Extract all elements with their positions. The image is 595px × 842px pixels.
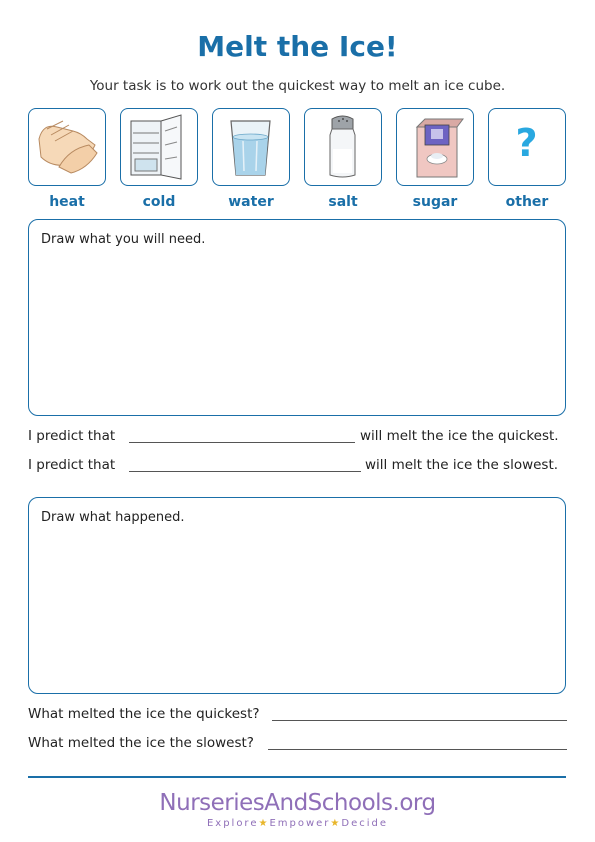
draw-needs-label: Draw what you will need. bbox=[41, 232, 206, 247]
salt-shaker-icon bbox=[305, 109, 380, 184]
sugar-label: sugar bbox=[412, 194, 458, 210]
question-quickest-blank[interactable] bbox=[272, 719, 567, 721]
tagline-empower: Empower bbox=[269, 818, 331, 829]
other-card bbox=[488, 108, 566, 186]
predict-slowest-suffix: will melt the ice the slowest. bbox=[365, 457, 559, 473]
brand-logo: NurseriesAndSchools.org bbox=[159, 790, 436, 816]
sugar-card bbox=[396, 108, 474, 186]
predict-quickest-blank[interactable] bbox=[129, 441, 355, 443]
water-card bbox=[212, 108, 290, 186]
predict-slowest-blank[interactable] bbox=[129, 470, 361, 472]
question-quickest-text: What melted the ice the quickest? bbox=[28, 706, 260, 722]
fridge-icon bbox=[121, 109, 196, 184]
tagline-decide: Decide bbox=[341, 818, 389, 829]
star-icon: ★ bbox=[258, 818, 270, 829]
cold-label: cold bbox=[142, 194, 176, 210]
draw-happened-label: Draw what happened. bbox=[41, 510, 185, 525]
star-icon: ★ bbox=[330, 818, 342, 829]
predict-slowest-prefix: I predict that bbox=[28, 457, 116, 473]
water-label: water bbox=[228, 194, 274, 210]
question-mark-icon: ? bbox=[515, 121, 538, 165]
glass-icon bbox=[213, 109, 288, 184]
predict-quickest-prefix: I predict that bbox=[28, 428, 116, 444]
question-slowest-text: What melted the ice the slowest? bbox=[28, 735, 254, 751]
brand-tagline bbox=[0, 818, 595, 829]
draw-happened-box[interactable] bbox=[28, 497, 566, 694]
salt-card bbox=[304, 108, 382, 186]
footer-divider bbox=[28, 776, 566, 778]
salt-label: salt bbox=[328, 194, 358, 210]
cold-card bbox=[120, 108, 198, 186]
task-instruction: Your task is to work out the quickest way to melt an ice cube. bbox=[89, 78, 506, 94]
predict-quickest-suffix: will melt the ice the quickest. bbox=[360, 428, 559, 444]
tagline-explore: Explore bbox=[206, 818, 259, 829]
sugar-box-icon bbox=[397, 109, 472, 184]
heat-card bbox=[28, 108, 106, 186]
question-slowest-blank[interactable] bbox=[268, 748, 567, 750]
heat-label: heat bbox=[49, 194, 85, 210]
other-label: other bbox=[505, 194, 549, 210]
page-title: Melt the Ice! bbox=[197, 30, 398, 63]
hands-icon bbox=[29, 109, 104, 184]
draw-needs-box[interactable] bbox=[28, 219, 566, 416]
